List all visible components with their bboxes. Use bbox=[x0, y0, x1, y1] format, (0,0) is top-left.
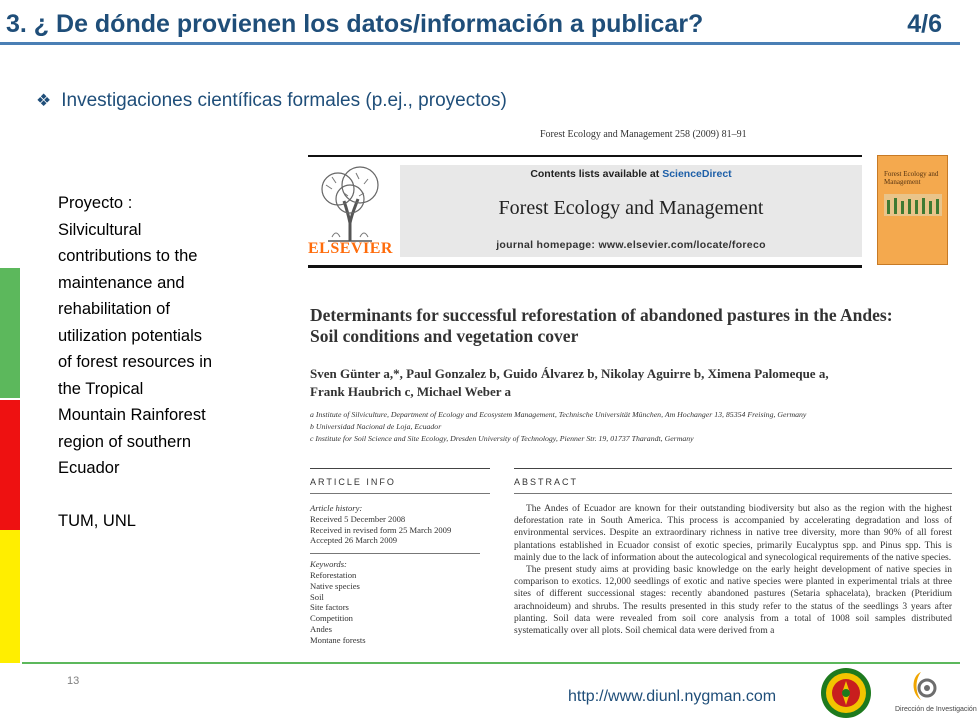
keyword: Soil bbox=[310, 591, 324, 602]
keyword: Montane forests bbox=[310, 634, 366, 645]
research-logo-icon bbox=[905, 668, 945, 704]
color-bar-red bbox=[0, 400, 20, 530]
color-bar-yellow bbox=[0, 530, 20, 663]
elsevier-wordmark: ELSEVIER bbox=[308, 240, 393, 257]
project-line: utilization potentials bbox=[58, 326, 203, 345]
footer-rule bbox=[22, 662, 960, 664]
project-line: contributions to the bbox=[58, 247, 198, 265]
project-line: the Tropical bbox=[58, 379, 144, 398]
footer-url[interactable]: http://www.diunl.nygman.com bbox=[568, 688, 777, 705]
journal-cover bbox=[877, 155, 948, 265]
project-description bbox=[58, 190, 263, 534]
project-line: Proyecto : bbox=[58, 194, 133, 212]
project-line: Mountain Rainforest bbox=[58, 406, 206, 424]
sciencedirect-link[interactable]: ScienceDirect bbox=[662, 168, 732, 180]
article-title-line: Determinants for successful reforestation of abandoned pastures in the Andes: bbox=[310, 305, 893, 325]
article-title-line: Soil conditions and vegetation cover bbox=[310, 326, 579, 346]
project-organizations: TUM, UNL bbox=[58, 511, 136, 530]
journal-header bbox=[400, 165, 862, 257]
authors-line: Sven Günter a,*, Paul Gonzalez b, Guido Álvarez b, Nikolay Aguirre b, Ximena Palomeque a, bbox=[310, 366, 829, 381]
affiliation: c Institute for Soil Science and Site Ecology, Dresden University of Technology, Pienner Str. 19, 01737 Tharandt, Germany bbox=[310, 434, 694, 443]
project-line: Silvicultural bbox=[58, 220, 142, 239]
cover-title: Forest Ecology and Management bbox=[884, 170, 939, 186]
title-text: 3. ¿ De dónde provienen los datos/información a publicar? bbox=[6, 10, 704, 38]
cover-trees-icon bbox=[884, 194, 942, 216]
abstract-rule bbox=[514, 468, 952, 469]
bullet-item bbox=[36, 90, 507, 112]
title-underline bbox=[0, 42, 960, 45]
project-line: region of southern bbox=[58, 432, 192, 451]
page-number: 13 bbox=[67, 675, 80, 687]
article-info-rule-2 bbox=[310, 493, 490, 494]
affiliation: b Universidad Nacional de Loja, Ecuador bbox=[310, 422, 442, 431]
history-item: Received in revised form 25 March 2009 bbox=[310, 524, 452, 535]
abstract-text bbox=[514, 503, 952, 637]
contents-prefix: Contents lists available at bbox=[530, 168, 660, 180]
keyword: Reforestation bbox=[310, 569, 357, 580]
header-rule-top bbox=[308, 155, 862, 157]
history-heading: Article history: bbox=[310, 503, 363, 513]
abstract-heading: ABSTRACT bbox=[514, 477, 579, 487]
article-info-rule bbox=[310, 468, 490, 469]
direccion-investigacion-logo bbox=[895, 668, 977, 720]
history-item: Received 5 December 2008 bbox=[310, 513, 406, 524]
logo-caption: Dirección de Investigación bbox=[895, 706, 977, 713]
history-item: Accepted 26 March 2009 bbox=[310, 535, 398, 546]
article-info-heading: ARTICLE INFO bbox=[310, 477, 396, 487]
header-rule-bottom bbox=[308, 265, 862, 268]
keywords-rule bbox=[310, 553, 480, 554]
project-line: maintenance and bbox=[58, 273, 185, 292]
journal-homepage: journal homepage: www.elsevier.com/locate/foreco bbox=[496, 239, 766, 251]
contents-line bbox=[400, 168, 862, 180]
keywords-heading: Keywords: bbox=[310, 559, 347, 570]
keyword: Andes bbox=[310, 623, 332, 634]
color-bar-green bbox=[0, 268, 20, 398]
author-list bbox=[310, 365, 880, 401]
paper-screenshot bbox=[300, 125, 952, 662]
affiliation: a Institute of Silviculture, Department of Ecology and Ecosystem Management, Technische Universität München, Am Hochanger 13, 85354 Freising, Germany bbox=[310, 410, 807, 419]
keyword: Competition bbox=[310, 613, 353, 624]
slide-title bbox=[6, 10, 946, 44]
page-indicator: 4/6 bbox=[907, 10, 942, 38]
authors-line: Frank Haubrich c, Michael Weber a bbox=[310, 384, 512, 399]
affiliations bbox=[310, 409, 950, 445]
keyword: Native species bbox=[310, 580, 360, 591]
journal-name: Forest Ecology and Management bbox=[498, 197, 764, 219]
project-line: rehabilitation of bbox=[58, 300, 170, 318]
paper-citation: Forest Ecology and Management 258 (2009) 81–91 bbox=[540, 129, 747, 140]
abstract-rule-2 bbox=[514, 493, 952, 494]
project-line: Ecuador bbox=[58, 459, 120, 477]
unl-seal-logo bbox=[820, 667, 872, 719]
project-line: of forest resources in bbox=[58, 353, 213, 371]
article-info bbox=[310, 503, 490, 646]
abstract-paragraph: The Andes of Ecuador are known for their outstanding biodiversity but also as the region with the highest deforestation rate in South America. This process is accompanied by accelerating degradation and loss of environmental services. Despite an extraordinary richness in native tree diversity, more than 90% of all forest plantations established in Ecuador consist of exotic species, primarily Eucalyptus spp. and Pinus spp. This is mainly due to the lack of information about the autecological and synecological requirements of the native species. bbox=[514, 504, 952, 563]
article-title bbox=[310, 305, 950, 347]
bullet-text: Investigaciones científicas formales (p.ej., proyectos) bbox=[61, 90, 507, 111]
diamond-bullet-icon: ❖ bbox=[36, 91, 52, 110]
keyword: Site factors bbox=[310, 602, 349, 613]
abstract-paragraph: The present study aims at providing basic knowledge on the early height development of native species in comparison to exotics. 12,000 seedlings of exotic and native species were planted in experimental trials at three sites of different successional stages: recently abandoned pastures (Setaria sphacelata), bracken (Pteridium arachnoideum) and shrubs. The results presented in this study refer to the status of the seedlings 3 years after planting. Soil data were revealed from soil core analysis from a total of 1008 soil samples distributed systematically over all plots. Soil chemical data were derived from a bbox=[514, 565, 952, 637]
